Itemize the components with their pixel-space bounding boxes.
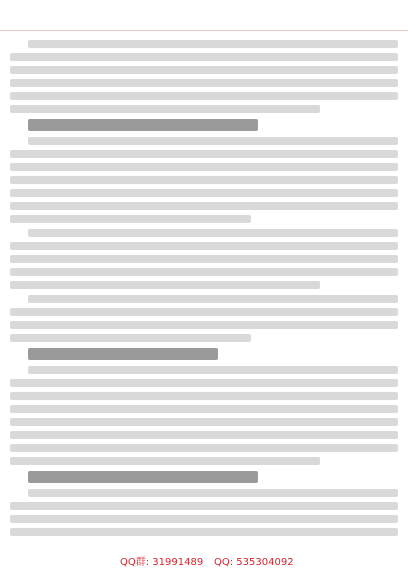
section-heading xyxy=(28,119,258,131)
document-body xyxy=(10,40,398,540)
footer-qq-group: QQ群: 31991489 xyxy=(120,557,204,568)
footer xyxy=(0,552,408,574)
intro-paragraph xyxy=(10,40,398,113)
body-paragraph xyxy=(10,137,398,223)
section-heading xyxy=(28,471,258,483)
body-paragraph xyxy=(10,489,398,540)
body-paragraph xyxy=(10,295,398,342)
header-banner-text xyxy=(74,8,374,22)
body-paragraph xyxy=(10,366,398,465)
header-banner xyxy=(0,0,408,31)
footer-qq: QQ: 535304092 xyxy=(214,557,294,568)
section-heading xyxy=(28,348,218,360)
body-paragraph xyxy=(10,229,398,289)
